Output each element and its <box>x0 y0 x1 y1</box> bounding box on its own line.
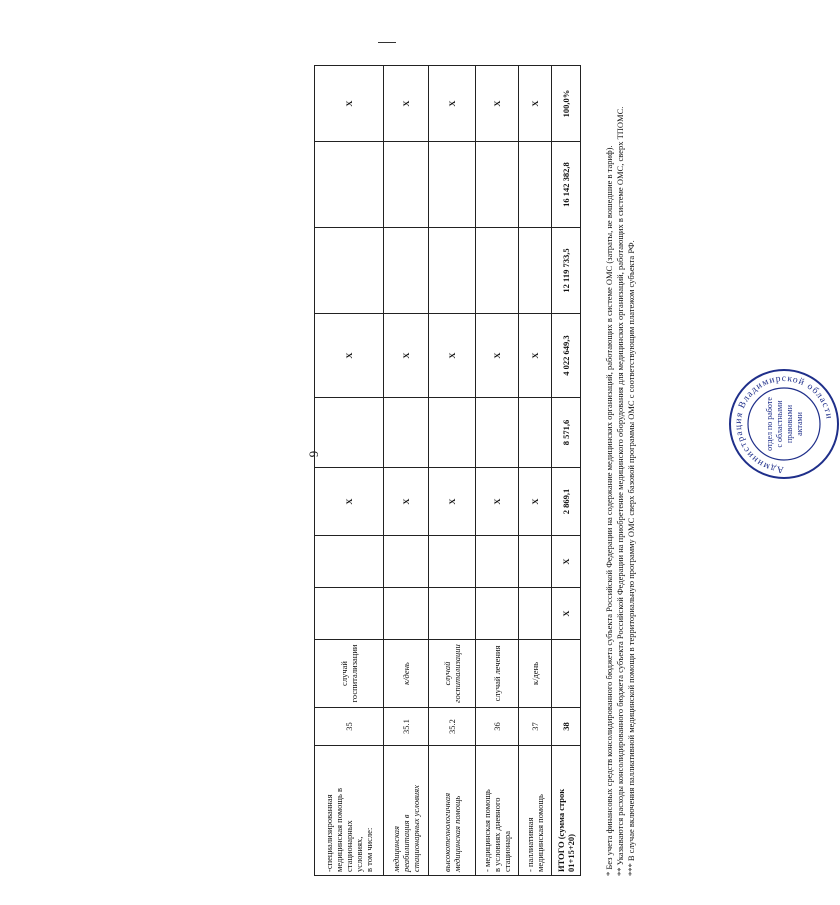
value-cell <box>315 228 384 314</box>
value-cell: X <box>552 536 581 588</box>
row-name-cell <box>429 746 476 876</box>
footnote-3: *** В случае включения паллиативной медицинской помощи в территориальную программу ОМС сверх базовой программы ОМС с соответствующим платежом субъекта РФ. <box>626 240 636 876</box>
value-cell <box>315 536 384 588</box>
stamp-line-2: с областными <box>775 400 784 448</box>
table-body <box>315 66 581 876</box>
row-code-cell: 35 <box>315 708 384 746</box>
value-cell: X <box>384 314 429 398</box>
value-cell <box>519 398 552 468</box>
row-unit-cell: случай госпитализации <box>429 640 476 708</box>
value-cell <box>519 142 552 228</box>
stamp-inner-ring <box>748 388 820 460</box>
row-name-line: стационарных условиях <box>411 785 421 872</box>
row-name-line: в том числе: <box>364 827 374 872</box>
value-cell: X <box>476 314 519 398</box>
rotated-document-content <box>308 43 834 888</box>
row-unit-cell: случай госпитализации <box>315 640 384 708</box>
value-cell: 12 119 733,5 <box>552 228 581 314</box>
row-name-line: в условиях дневного <box>492 797 502 872</box>
value-cell: X <box>315 66 384 142</box>
row-name-line: медицинская <box>391 826 401 872</box>
stamp-line-1: отдел по работе <box>765 397 774 451</box>
page-number: 6 <box>306 450 322 458</box>
value-cell <box>519 228 552 314</box>
row-name-line: ИТОГО (сумма строк <box>556 788 566 872</box>
value-cell: X <box>384 66 429 142</box>
stamp-line-4: актами <box>795 412 804 436</box>
row-name-line: медицинская помощь <box>452 795 462 872</box>
value-cell <box>476 536 519 588</box>
value-cell <box>519 536 552 588</box>
value-cell: X <box>519 66 552 142</box>
row-name-line: стационара <box>502 830 512 872</box>
value-cell <box>429 588 476 640</box>
row-code-cell: 37 <box>519 708 552 746</box>
row-name-line: медицинская помощь в <box>334 788 344 872</box>
table-row <box>552 66 581 876</box>
row-name-cell <box>476 746 519 876</box>
value-cell: X <box>519 314 552 398</box>
row-name-line: 01+15+20) <box>566 833 576 872</box>
stamp-line-3: правовыми <box>785 404 794 444</box>
table-row <box>315 66 384 876</box>
value-cell: 16 142 382,8 <box>552 142 581 228</box>
value-cell: X <box>429 66 476 142</box>
row-name-line: медицинская помощь <box>535 794 545 872</box>
value-cell <box>476 142 519 228</box>
value-cell <box>429 142 476 228</box>
row-name-cell <box>552 746 581 876</box>
row-unit-cell: к/день <box>519 640 552 708</box>
footnote-1: * Без учета финансовых средств консолидированного бюджета субъекта Российской Федерации на содержание медицинских организаций, работающих в системе ОМС (затраты, не вошедшие в тариф). <box>604 145 614 876</box>
value-cell: X <box>476 66 519 142</box>
value-cell <box>429 228 476 314</box>
footnote-2: ** Указываются расходы консолидированного бюджета субъекта Российской Федерации на приобретение медицинского оборудования для медицинских организаций, работающих в системе ОМС, сверх ТПОМС. <box>615 106 625 876</box>
value-cell: 4 022 649,3 <box>552 314 581 398</box>
value-cell <box>476 228 519 314</box>
row-code-cell: 35.1 <box>384 708 429 746</box>
value-cell: X <box>315 468 384 536</box>
value-cell <box>476 588 519 640</box>
row-name-line: высокотехнологичная <box>442 792 452 872</box>
value-cell <box>429 536 476 588</box>
value-cell: X <box>552 588 581 640</box>
stamp-ring-text: Администрация Владимирской области <box>733 373 834 475</box>
row-code-cell: 36 <box>476 708 519 746</box>
official-stamp <box>728 368 840 480</box>
value-cell <box>315 398 384 468</box>
row-unit-cell: к/день <box>384 640 429 708</box>
stamp-outer-ring <box>730 370 838 478</box>
value-cell <box>519 588 552 640</box>
table-row <box>384 66 429 876</box>
data-table <box>314 65 581 876</box>
value-cell: 8 571,6 <box>552 398 581 468</box>
table-row <box>476 66 519 876</box>
value-cell: 2 869,1 <box>552 468 581 536</box>
row-name-cell <box>315 746 384 876</box>
value-cell: X <box>476 468 519 536</box>
row-name-line: стационарных <box>344 820 354 872</box>
row-name-cell <box>519 746 552 876</box>
table-row <box>519 66 552 876</box>
value-cell <box>384 536 429 588</box>
row-name-line: - паллиативная <box>525 817 535 872</box>
value-cell <box>384 142 429 228</box>
row-name-cell <box>384 746 429 876</box>
value-cell <box>476 398 519 468</box>
row-unit-cell <box>552 640 581 708</box>
value-cell: 100,0% <box>552 66 581 142</box>
row-code-cell: 35.2 <box>429 708 476 746</box>
value-cell: X <box>384 468 429 536</box>
value-cell: X <box>315 314 384 398</box>
row-unit-cell: случай лечения <box>476 640 519 708</box>
row-name-line: условиях, <box>354 836 364 872</box>
value-cell <box>429 398 476 468</box>
value-cell <box>384 228 429 314</box>
row-name-line: реабилитация в <box>401 814 411 872</box>
row-name-line: - медицинская помощь <box>482 789 492 872</box>
footnotes <box>604 66 637 876</box>
row-name-line: -специализированная <box>324 794 334 872</box>
table-row <box>429 66 476 876</box>
value-cell: X <box>519 468 552 536</box>
value-cell <box>315 142 384 228</box>
value-cell <box>384 588 429 640</box>
value-cell <box>384 398 429 468</box>
row-code-cell: 38 <box>552 708 581 746</box>
value-cell: X <box>429 468 476 536</box>
value-cell: X <box>429 314 476 398</box>
value-cell <box>315 588 384 640</box>
